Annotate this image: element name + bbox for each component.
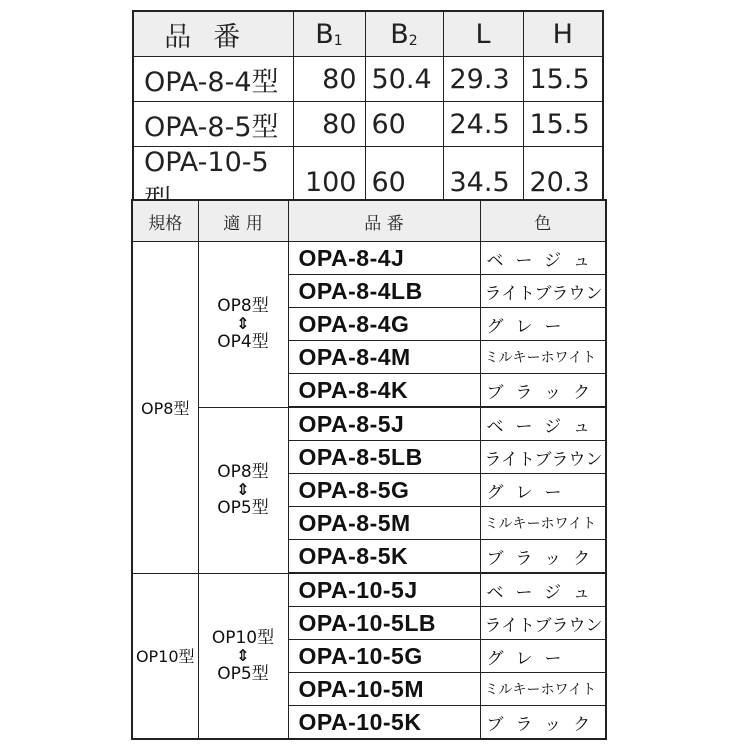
product-code: OPA-10-5G — [288, 640, 480, 673]
color-name: ブラック — [480, 374, 606, 408]
color-name: グレー — [480, 640, 606, 673]
h-value: 15.5 — [523, 57, 603, 102]
product-table — [131, 199, 607, 740]
product-code: OPA-8-4J — [288, 242, 480, 275]
b2-value: 50.4 — [365, 57, 443, 102]
model-name: OPA-8-4型 — [133, 57, 293, 102]
header-h: H — [523, 11, 603, 57]
product-code: OPA-8-5J — [288, 407, 480, 441]
product-code: OPA-8-4K — [288, 374, 480, 408]
color-name: ベージュ — [480, 573, 606, 607]
header-l: L — [443, 11, 523, 57]
color-name: ミルキーホワイト — [480, 507, 606, 540]
h-value: 15.5 — [523, 102, 603, 147]
product-code: OPA-10-5M — [288, 673, 480, 706]
apply-cell — [198, 242, 288, 408]
color-name: ライトブラウン — [480, 607, 606, 640]
dimension-header-row — [133, 11, 603, 57]
product-code: OPA-8-5G — [288, 474, 480, 507]
dimension-row — [133, 57, 603, 102]
color-name: ベージュ — [480, 242, 606, 275]
b1-value: 80 — [293, 102, 365, 147]
apply-top: OP8型 — [217, 462, 269, 482]
product-code: OPA-8-4G — [288, 308, 480, 341]
l-value: 29.3 — [443, 57, 523, 102]
header-code: 品 番 — [288, 200, 480, 242]
model-name: OPA-10-5 — [133, 147, 293, 219]
updown-arrow-icon: ⇕ — [236, 480, 250, 499]
color-name: グレー — [480, 474, 606, 507]
b1-value: 100 — [293, 147, 365, 219]
apply-cell — [198, 407, 288, 573]
color-name: ブラック — [480, 706, 606, 740]
dimension-table — [132, 10, 604, 219]
color-name: ライトブラウン — [480, 441, 606, 474]
color-name: ブラック — [480, 540, 606, 574]
apply-bottom: OP5型 — [217, 498, 269, 518]
product-code: OPA-8-4M — [288, 341, 480, 374]
header-part-number: 品番 — [133, 11, 293, 57]
color-name: ミルキーホワイト — [480, 673, 606, 706]
header-b2: $B_2$ — [365, 11, 443, 57]
product-code: OPA-8-5K — [288, 540, 480, 574]
product-header-row — [132, 200, 606, 242]
model-name: OPA-8-5型 — [133, 102, 293, 147]
updown-arrow-icon: ⇕ — [236, 645, 250, 665]
l-value: 24.5 — [443, 102, 523, 147]
color-name: ライトブラウン — [480, 275, 606, 308]
product-code: OPA-10-5J — [288, 573, 480, 607]
b1-value: 80 — [293, 57, 365, 102]
header-spec: 規格 — [132, 200, 198, 242]
product-row — [132, 573, 606, 607]
dimension-row — [133, 102, 603, 147]
product-code: OPA-8-4LB — [288, 275, 480, 308]
apply-top: OP10型 — [211, 627, 275, 648]
product-code: OPA-8-5M — [288, 507, 480, 540]
color-name: ベージュ — [480, 407, 606, 441]
spec-label: OP10型 — [132, 573, 198, 739]
apply-bottom: OP4型 — [217, 332, 269, 353]
product-code: OPA-8-5LB — [288, 441, 480, 474]
product-code: OPA-10-5LB — [288, 607, 480, 640]
product-row — [132, 242, 606, 275]
header-apply: 適 用 — [198, 200, 288, 242]
color-name: ミルキーホワイト — [480, 341, 606, 374]
apply-cell — [198, 573, 288, 739]
product-row — [132, 407, 606, 441]
color-name: グレー — [480, 308, 606, 341]
l-value: 34.5 — [443, 147, 523, 219]
header-b1: $B_1$ — [293, 11, 365, 57]
apply-bottom: OP5型 — [217, 663, 269, 684]
updown-arrow-icon: ⇕ — [236, 314, 250, 334]
header-color: 色 — [480, 200, 606, 242]
product-code: OPA-10-5K — [288, 706, 480, 740]
apply-top: OP8型 — [217, 296, 269, 317]
spec-label: OP8型 — [132, 242, 198, 574]
h-value: 20.3 — [523, 147, 603, 219]
b2-value: 60 — [365, 102, 443, 147]
b2-value: 60 — [365, 147, 443, 219]
